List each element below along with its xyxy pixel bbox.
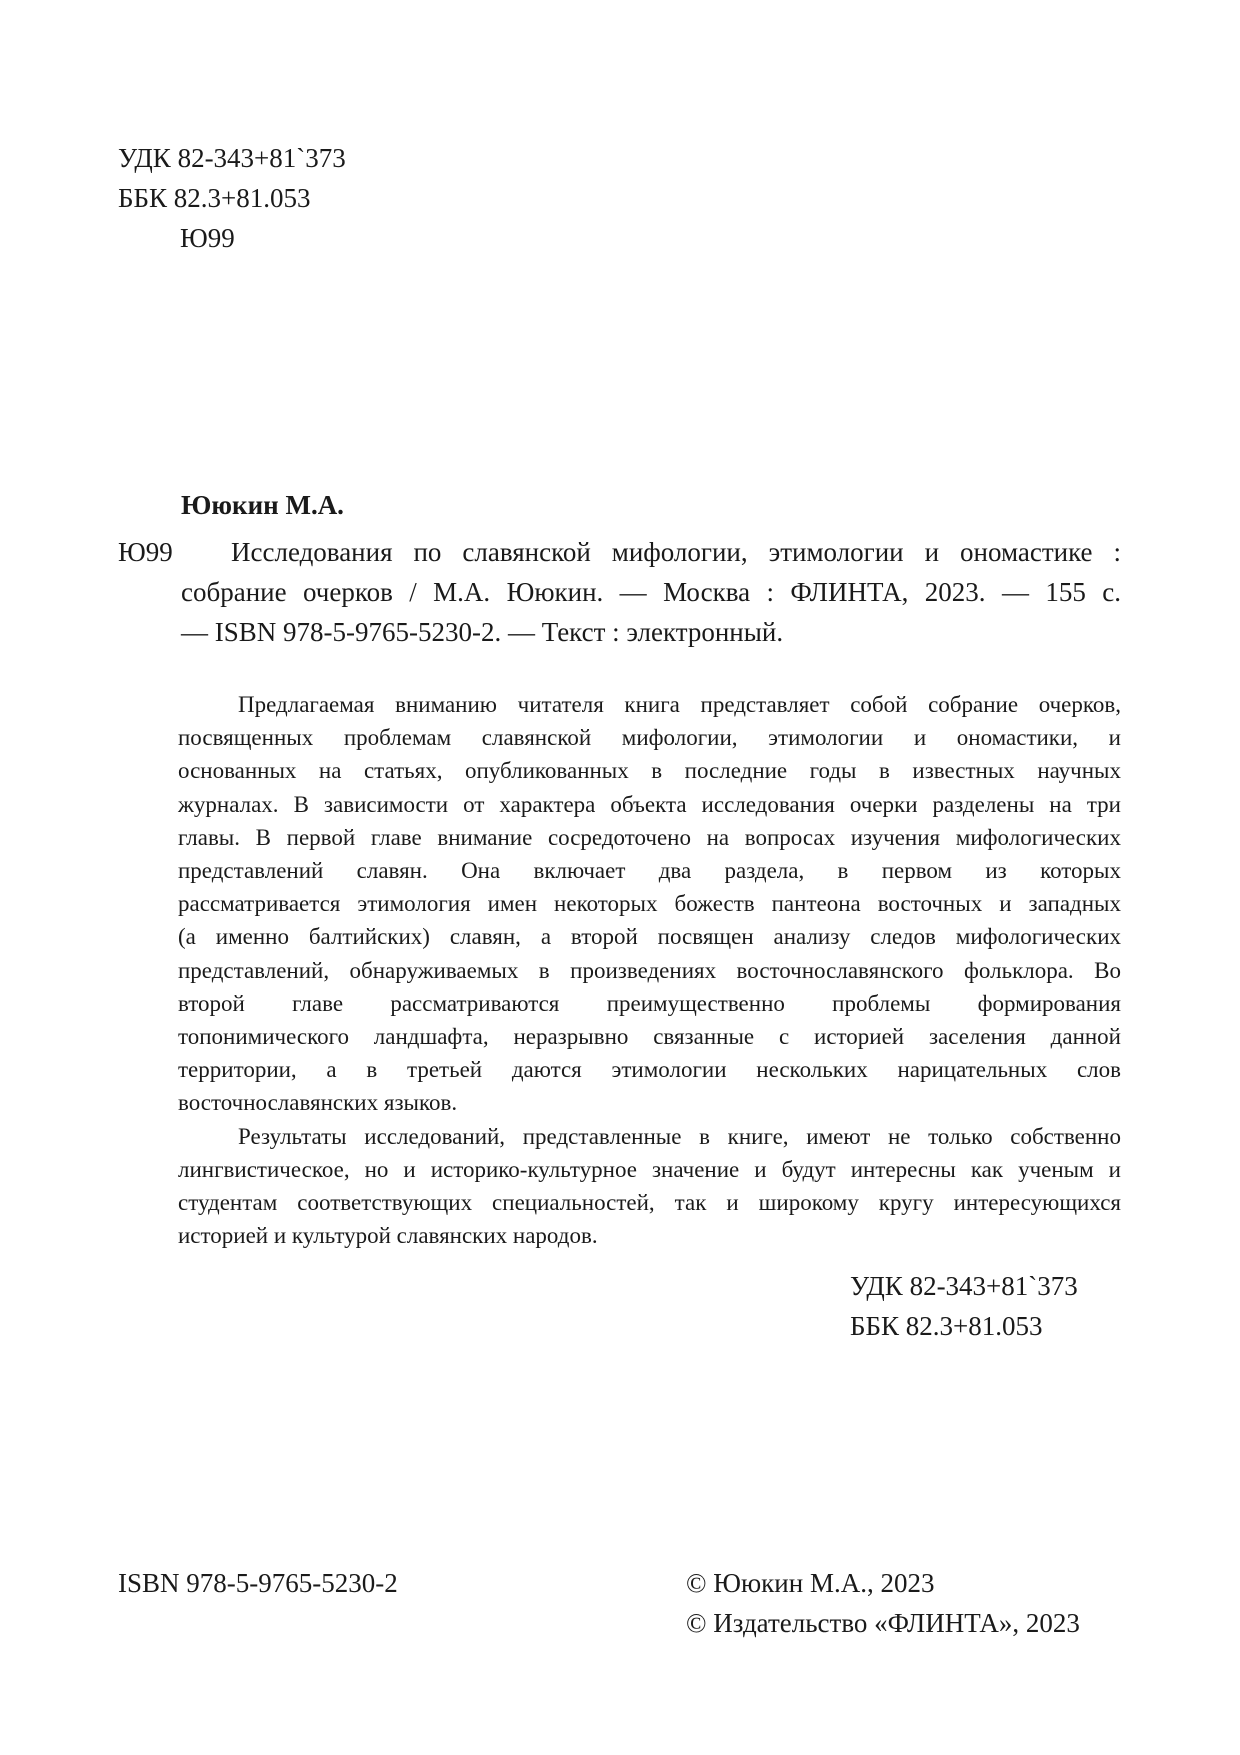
bbk-code: ББК 82.3+81.053	[850, 1311, 1043, 1341]
abstract-line: основанных на статьях, опубликованных в последние годы в известных научных	[178, 758, 1121, 784]
author-mark: Ю99	[180, 223, 235, 253]
bib-line: Исследования по славянской мифологии, этимологии и ономастике :	[231, 537, 1121, 567]
copyright-author: © Ююкин М.А., 2023	[686, 1568, 935, 1598]
bbk-code: ББК 82.3+81.053	[118, 183, 311, 213]
udk-code: УДК 82-343+81`373	[850, 1271, 1078, 1301]
author-index-code: Ю99	[118, 537, 173, 567]
bib-line: — ISBN 978-5-9765-5230-2. — Текст : электронный.	[181, 617, 784, 647]
abstract-line: топонимического ландшафта, неразрывно связанные с историей заселения данной	[178, 1024, 1121, 1050]
abstract	[178, 688, 1121, 1252]
author-heading: Ююкин М.А.	[181, 490, 344, 520]
abstract-line: лингвистическое, но и историко-культурное значение и будут интересны как ученым и	[178, 1156, 1121, 1182]
abstract-line: представлений, обнаруживаемых в произведениях восточнославянского фольклора. Во	[178, 957, 1121, 983]
bib-line: собрание очерков / М.А. Ююкин. — Москва : ФЛИНТА, 2023. — 155 с.	[181, 577, 1121, 607]
abstract-line: посвященных проблемам славянской мифологии, этимологии и ономастики, и	[178, 725, 1121, 751]
top-classification-codes	[118, 138, 346, 258]
abstract-line: журналах. В зависимости от характера объекта исследования очерки разделены на три	[178, 791, 1121, 817]
bottom-classification-codes	[850, 1266, 1078, 1346]
abstract-line: (а именно балтийских) славян, а второй посвящен анализу следов мифологических	[178, 924, 1121, 950]
abstract-line: главы. В первой главе внимание сосредоточено на вопросах изучения мифологических	[178, 824, 1121, 850]
copyright-publisher: © Издательство «ФЛИНТА», 2023	[686, 1608, 1080, 1638]
isbn: ISBN 978-5-9765-5230-2	[118, 1568, 398, 1598]
abstract-line: представлений славян. Она включает два раздела, в первом из которых	[178, 858, 1121, 884]
bibliographic-description	[181, 532, 1121, 652]
abstract-line: студентам соответствующих специальностей, так и широкому кругу интересующихся	[178, 1190, 1121, 1216]
abstract-line: историей и культурой славянских народов.	[178, 1223, 598, 1249]
abstract-line: рассматривается этимология имен некоторых божеств пантеона восточных и западных	[178, 891, 1121, 917]
abstract-line: восточнославянских языков.	[178, 1090, 458, 1116]
udk-code: УДК 82-343+81`373	[118, 143, 346, 173]
abstract-line: Предлагаемая вниманию читателя книга представляет собой собрание очерков,	[238, 692, 1121, 717]
abstract-line: территории, а в третьей даются этимологии нескольких нарицательных слов	[178, 1057, 1121, 1083]
abstract-line: Результаты исследований, представленные в книге, имеют не только собственно	[238, 1123, 1121, 1149]
abstract-line: второй главе рассматриваются преимущественно проблемы формирования	[178, 990, 1121, 1016]
copyright-notices	[686, 1563, 1080, 1643]
